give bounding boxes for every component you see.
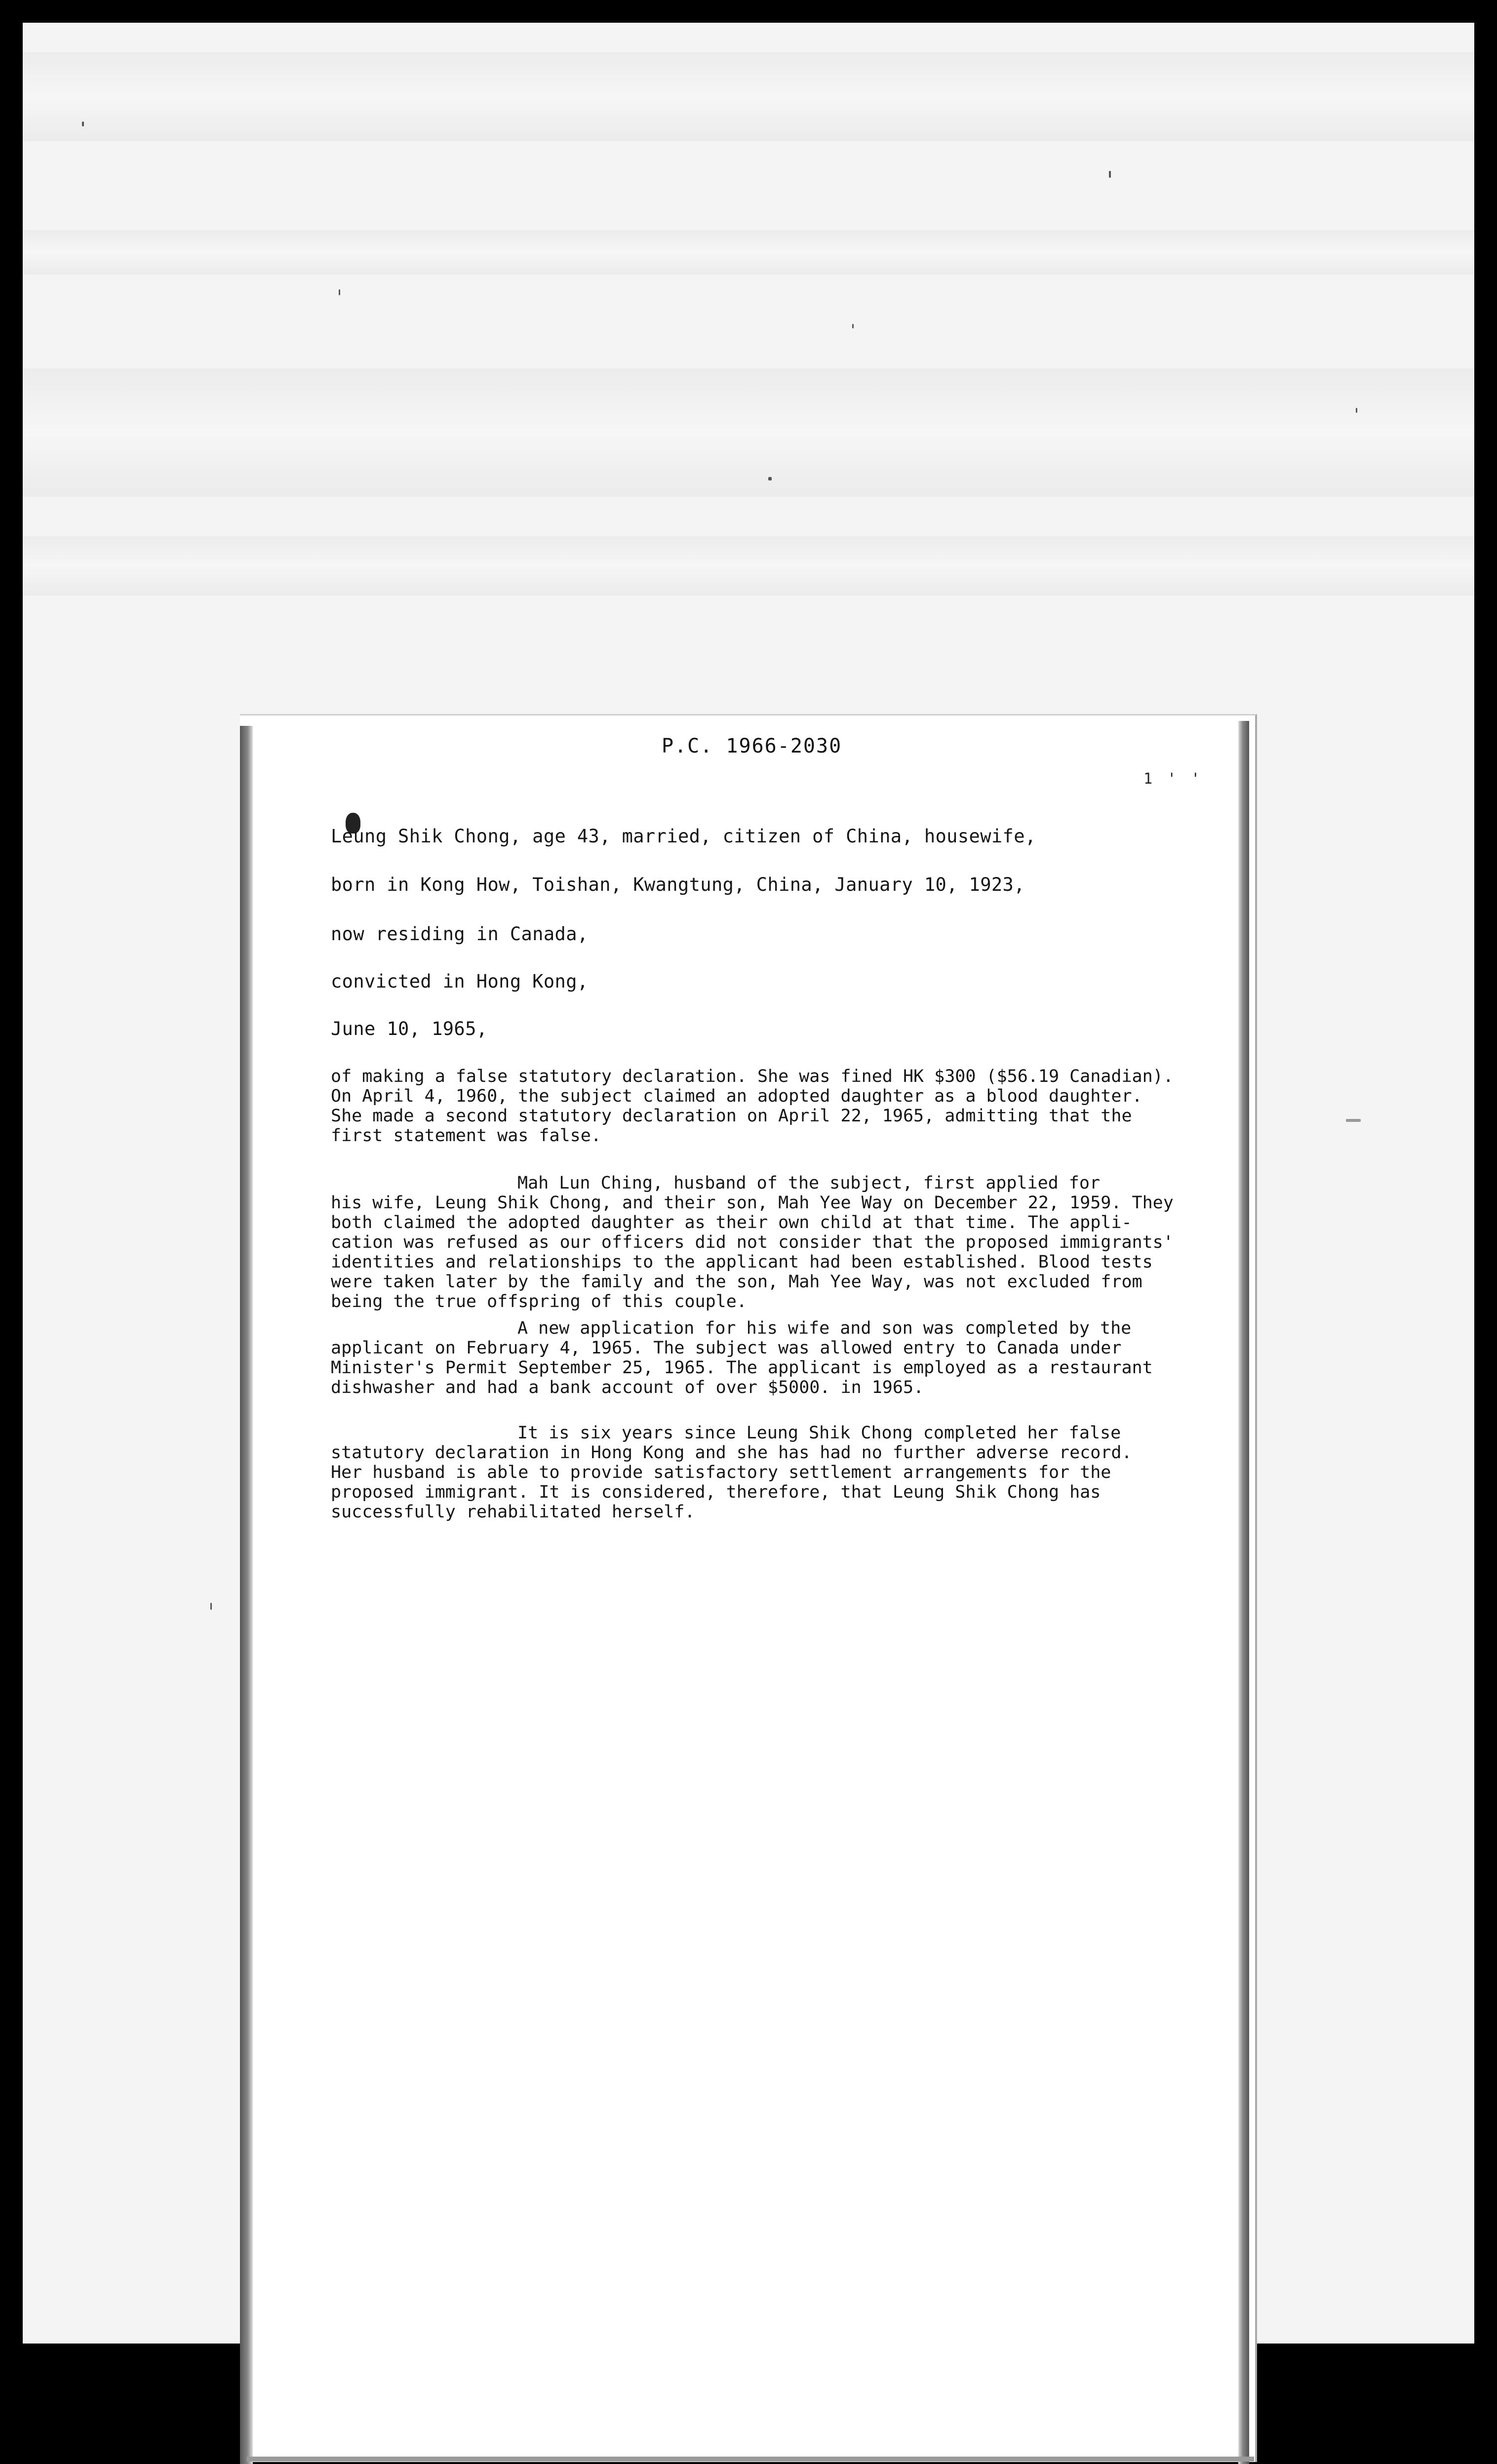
paragraph-new-application	[331, 1318, 1153, 1397]
dust-speck	[339, 289, 340, 295]
paragraph-row: first statement was false.	[331, 1126, 601, 1146]
dust-speck	[210, 1603, 212, 1610]
paragraph-row: his wife, Leung Shik Chong, and their son, Mah Yee Way on December 22, 1959. They	[331, 1193, 1174, 1213]
scan-streak	[23, 230, 1474, 275]
dust-speck	[82, 121, 84, 126]
dust-speck	[768, 477, 772, 480]
corner-mark: 1 ' '	[1143, 770, 1203, 788]
paragraph-row: statutory declaration in Hong Kong and she has had no further adverse record.	[331, 1443, 1132, 1463]
birth-line: born in Kong How, Toishan, Kwangtung, China, January 10, 1923,	[331, 874, 1025, 895]
paragraph-row: were taken later by the family and the son, Mah Yee Way, was not excluded from	[331, 1272, 1142, 1292]
paragraph-row: A new application for his wife and son was completed by the	[517, 1318, 1132, 1338]
paragraph-row: Mah Lun Ching, husband of the subject, first applied for	[517, 1173, 1101, 1193]
page-edge-bottom	[247, 2457, 1254, 2462]
document-title: P.C. 1966-2030	[662, 735, 842, 757]
page-edge-left	[240, 726, 253, 2464]
dust-speck	[1109, 171, 1111, 178]
conviction-line: convicted in Hong Kong,	[331, 971, 589, 992]
scan-streak	[23, 368, 1474, 497]
dust-speck	[852, 324, 854, 328]
dust-speck	[1356, 408, 1357, 413]
scan-streak	[23, 52, 1474, 141]
residence-line: now residing in Canada,	[331, 923, 589, 945]
paragraph-rehabilitation	[331, 1423, 1150, 1522]
paragraph-row: successfully rehabilitated herself.	[331, 1502, 695, 1522]
paragraph-application	[331, 1173, 1174, 1311]
paragraph-row: She made a second statutory declaration on April 22, 1965, admitting that the	[331, 1106, 1132, 1126]
paragraph-row: It is six years since Leung Shik Chong completed her false	[517, 1423, 1121, 1443]
paragraph-row: Minister's Permit September 25, 1965. The applicant is employed as a restaurant	[331, 1358, 1153, 1378]
paragraph-offence	[331, 1067, 1174, 1146]
paragraph-row: applicant on February 4, 1965. The subject was allowed entry to Canada under	[331, 1338, 1122, 1358]
paragraph-row: both claimed the adopted daughter as their own child at that time. The appli-	[331, 1213, 1132, 1232]
paragraph-row: proposed immigrant. It is considered, therefore, that Leung Shik Chong has	[331, 1482, 1101, 1502]
paragraph-row: dishwasher and had a bank account of over $5000. in 1965.	[331, 1378, 924, 1397]
conviction-date-line: June 10, 1965,	[331, 1018, 488, 1039]
scan-streak	[23, 536, 1474, 596]
paragraph-row: identities and relationships to the applicant had been established. Blood tests	[331, 1252, 1153, 1272]
paragraph-row: being the true offspring of this couple.	[331, 1292, 747, 1311]
paragraph-row: of making a false statutory declaration. She was fined HK $300 ($56.19 Canadian).	[331, 1067, 1174, 1086]
paragraph-row: cation was refused as our officers did not consider that the proposed immigrants'	[331, 1232, 1174, 1252]
page-edge-right	[1238, 721, 1249, 2464]
dust-speck	[1346, 1119, 1361, 1122]
subject-name-line: Leung Shik Chong, age 43, married, citizen of China, housewife,	[331, 826, 1036, 847]
paragraph-row: On April 4, 1960, the subject claimed an adopted daughter as a blood daughter.	[331, 1086, 1142, 1106]
paragraph-row: Her husband is able to provide satisfactory settlement arrangements for the	[331, 1463, 1111, 1482]
